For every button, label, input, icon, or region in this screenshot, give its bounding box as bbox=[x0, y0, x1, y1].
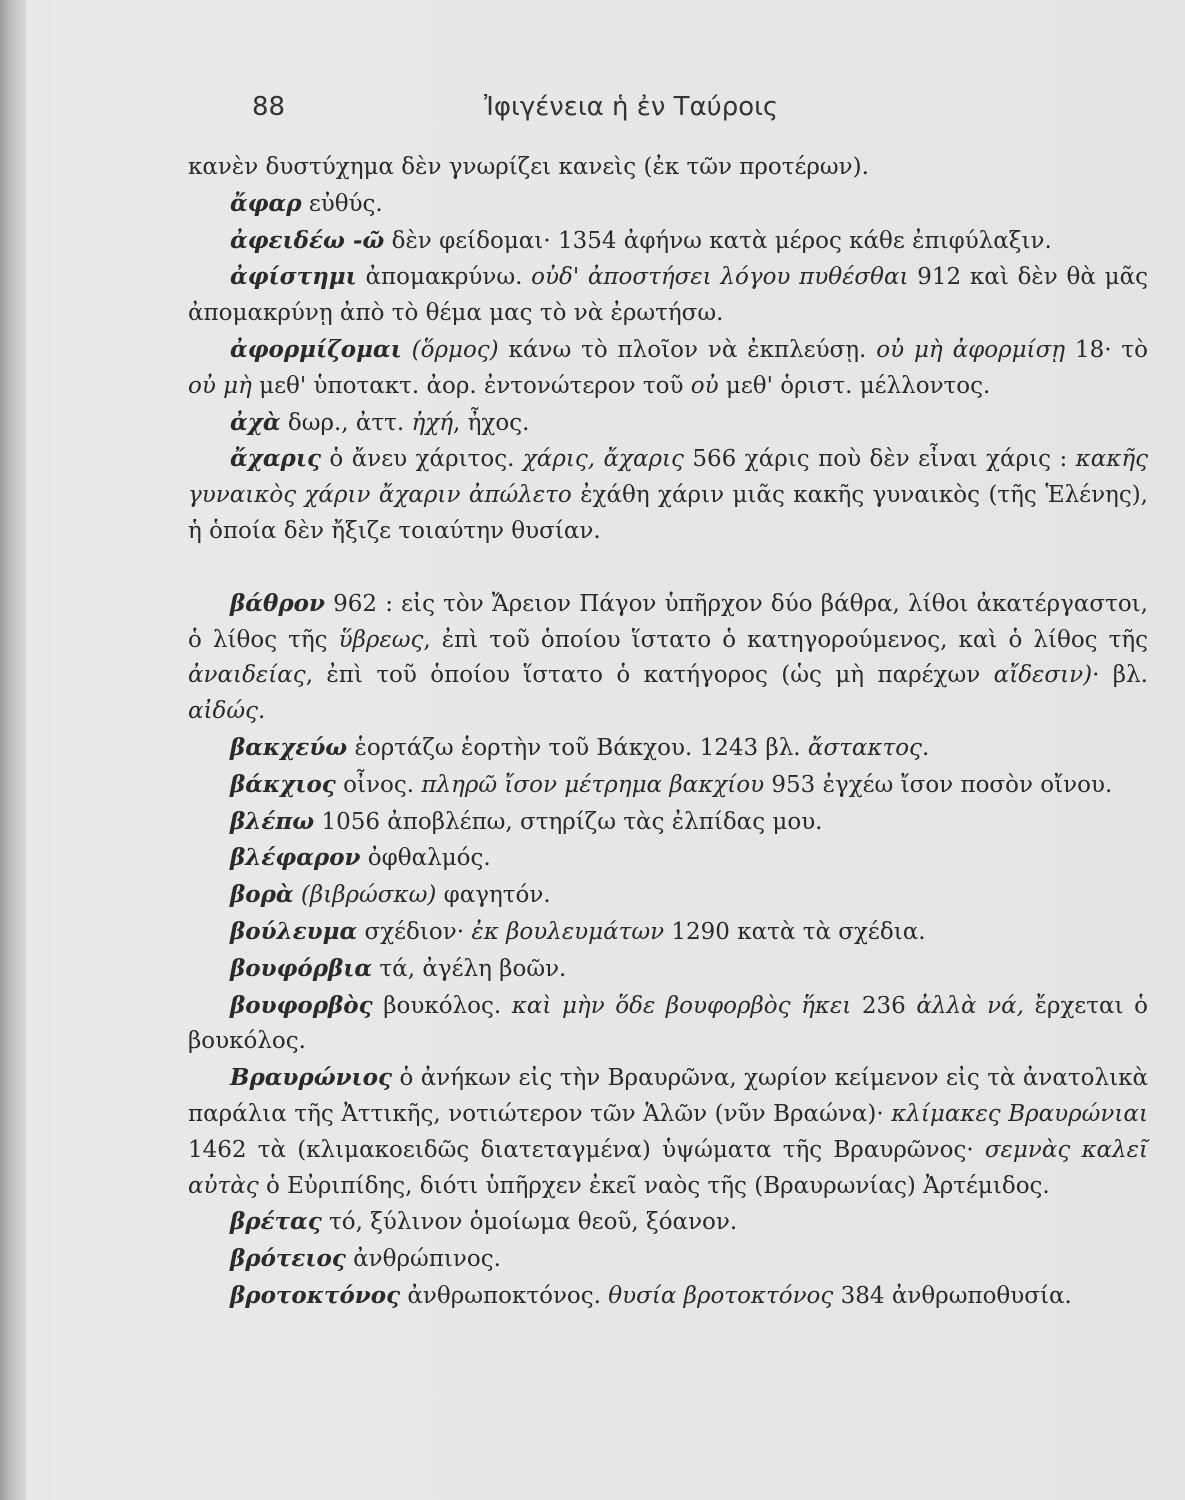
quotation-text: οὐ μὴ ἀφορμίσῃ bbox=[876, 336, 1066, 363]
quotation-text: οὐ bbox=[690, 372, 719, 399]
definition-text: ἀνθρώπινος. bbox=[345, 1246, 501, 1273]
definition-text: σχέδιον· bbox=[357, 918, 472, 945]
headword: βακχεύω bbox=[230, 733, 348, 761]
quotation-text: καὶ μὴν ὅδε βουφορβὸς ἥκει bbox=[511, 992, 852, 1019]
glossary-entry bbox=[188, 877, 1148, 914]
quotation-text: αἰδώς bbox=[188, 698, 259, 725]
definition-text: 1290 κατὰ τὰ σχέδια. bbox=[664, 918, 926, 945]
definition-text: ἀπομακρύνω. bbox=[356, 264, 532, 291]
definition-text: φαγητόν. bbox=[436, 882, 551, 909]
definition-text: ἀνθρωποκτόνος. bbox=[400, 1282, 609, 1309]
headword: ἄφαρ bbox=[230, 189, 302, 217]
glossary-entry bbox=[188, 223, 1148, 260]
definition-text: δωρ., ἀττ. bbox=[280, 409, 412, 436]
glossary-entry bbox=[188, 332, 1148, 405]
definition-text: κάνω τὸ πλοῖον νὰ ἐκπλεύσῃ. bbox=[498, 336, 877, 363]
quotation-text: ὕβρεως bbox=[338, 626, 424, 653]
definition-text: τό, ξύλινον ὁμοίωμα θεοῦ, ξόανον. bbox=[321, 1209, 738, 1236]
headword: βουφορβὸς bbox=[230, 991, 373, 1019]
headword: βάθρον bbox=[230, 589, 325, 617]
glossary-entry bbox=[188, 1204, 1148, 1241]
running-title: Ἰφιγένεια ἡ ἐν Ταύροις bbox=[484, 92, 779, 122]
definition-text: ἔρχεται ὁ βουκόλος. bbox=[188, 992, 1148, 1055]
headword: βλέπω bbox=[230, 807, 315, 835]
glossary-entry bbox=[188, 1060, 1148, 1204]
headword: βρέτας bbox=[230, 1208, 322, 1236]
section-gap bbox=[188, 550, 1148, 586]
headword: ἀφειδέω -ῶ bbox=[230, 226, 385, 254]
quotation-text: θυσία βροτοκτόνος bbox=[608, 1282, 834, 1309]
headword: βροτοκτόνος bbox=[230, 1281, 401, 1309]
definition-text: . bbox=[921, 734, 930, 761]
definition-text: ἐχάθη χάριν μιᾶς κακῆς γυναικὸς (τῆς Ἑλένης), ἡ ὁποία δὲν ἤξιζε τοιαύτην θυσίαν. bbox=[188, 482, 1148, 544]
definition-text: , ἐπὶ τοῦ ὁποίου ἵστατο ὁ κατηγορούμενος, καὶ ὁ λίθος τῆς bbox=[423, 626, 1148, 653]
quotation-text: αἴδεσιν) bbox=[993, 662, 1093, 689]
definition-text bbox=[402, 337, 412, 363]
definition-text: μεθ' ὁριστ. μέλλοντος. bbox=[718, 372, 991, 399]
definition-text: 18· τὸ bbox=[1065, 336, 1149, 363]
quotation-text: ἠχή bbox=[411, 409, 454, 436]
definition-text: 912 καὶ δὲν θὰ μᾶς ἀπομακρύνῃ ἀπὸ τὸ θέμα μας τὸ νὰ ἐρωτήσω. bbox=[188, 264, 1148, 327]
headword: ἀφορμίζομαι bbox=[230, 335, 402, 363]
definition-text: ὁ ἄνευ χάριτος. bbox=[320, 446, 523, 473]
quotation-text: χάρις, ἄχαρις bbox=[522, 446, 684, 473]
definition-text: οἶνος. bbox=[335, 771, 422, 798]
headword: Βραυρώνιος bbox=[230, 1064, 393, 1092]
quotation-text: κλίμακες Βραυρώνιαι bbox=[891, 1100, 1148, 1127]
headword: βλέφαρον bbox=[230, 844, 361, 872]
glossary-entry bbox=[188, 186, 1148, 223]
glossary-entry bbox=[188, 405, 1148, 442]
glossary-entry bbox=[188, 914, 1148, 951]
headword: βούλευμα bbox=[230, 917, 358, 945]
definition-text: 236 bbox=[851, 992, 917, 1019]
headword: ἄχαρις bbox=[230, 445, 321, 473]
running-header bbox=[252, 92, 852, 132]
quotation-text: σεμνὰς καλεῖ αὐτὰς bbox=[188, 1136, 1149, 1199]
definition-text: ὁ Εὐριπίδης, διότι ὑπῆρχεν ἐκεῖ ναὸς τῆς (Βραυρωνίας) Ἀρτέμιδος. bbox=[258, 1172, 1050, 1199]
definition-text bbox=[294, 882, 301, 908]
definition-text: 962 : εἰς τὸν Ἄρειον Πάγον ὑπῆρχον δύο βάθρα, λίθοι ἀκατέργαστοι, ὁ λίθος τῆς bbox=[188, 590, 1148, 653]
quotation-text: κακῆς γυναικὸς χάριν ἄχαριν ἀπώλετο bbox=[188, 446, 1149, 509]
quotation-text: (βιβρώσκω) bbox=[300, 882, 437, 909]
headword: βάκχιος bbox=[230, 770, 336, 798]
definition-text: , ἦχος. bbox=[453, 409, 530, 436]
definition-text: ὀφθαλμός. bbox=[360, 845, 491, 872]
quotation-text: ἀναιδείας bbox=[188, 662, 306, 689]
glossary-entry bbox=[188, 988, 1148, 1061]
quotation-text: πληρῶ ἴσον μέτρημα βακχίου bbox=[421, 771, 765, 798]
definition-text: κανὲν δυστύχημα δὲν γνωρίζει κανεὶς (ἐκ τῶν προτέρων). bbox=[188, 154, 869, 180]
definition-text: μεθ' ὑποτακτ. ἀορ. ἐντονώτερον τοῦ bbox=[251, 372, 691, 399]
headword: βρότειος bbox=[230, 1245, 346, 1273]
definition-text: ὁ ἀνήκων εἰς τὴν Βραυρῶνα, χωρίον κείμενον εἰς τὰ ἀνατολικὰ παράλια τῆς Ἀττικῆς, νοτιώτερον τῶν Ἁλῶν (νῦν Βραώνα)· bbox=[188, 1065, 1148, 1127]
quotation-text: ἄστακτος bbox=[807, 734, 922, 761]
glossary-entry bbox=[188, 441, 1148, 549]
glossary-entry bbox=[188, 1278, 1148, 1315]
quotation-text: οὐδ' ἀποστήσει λόγου πυθέσθαι bbox=[531, 264, 909, 291]
headword: ἀχὰ bbox=[230, 408, 281, 436]
headword: βορὰ bbox=[230, 881, 294, 909]
page-spine-shadow bbox=[0, 0, 26, 1500]
definition-text: 1462 τὰ (κλιμακοειδῶς διατεταγμένα) ὑψώματα τῆς Βραυρῶνος· bbox=[188, 1136, 985, 1163]
quotation-text: οὐ μὴ bbox=[188, 372, 252, 399]
definition-text: ἑορτάζω ἑορτὴν τοῦ Βάκχου. 1243 βλ. bbox=[347, 734, 808, 761]
headword: ἀφίστημι bbox=[230, 263, 357, 291]
glossary-entry bbox=[188, 767, 1148, 804]
glossary-entry bbox=[188, 730, 1148, 767]
glossary-entry bbox=[188, 1241, 1148, 1278]
definition-text: 953 ἐγχέω ἴσον ποσὸν οἴνου. bbox=[764, 771, 1113, 798]
glossary-text bbox=[188, 150, 1148, 1315]
glossary-entry bbox=[188, 586, 1148, 730]
page-number: 88 bbox=[252, 92, 286, 122]
glossary-entry bbox=[188, 259, 1148, 332]
definition-text: εὐθύς. bbox=[301, 190, 383, 217]
glossary-entry bbox=[188, 804, 1148, 841]
quotation-text: (ὅρμος) bbox=[411, 336, 499, 363]
glossary-entry bbox=[188, 150, 1148, 186]
definition-text: 384 ἀνθρωποθυσία. bbox=[833, 1282, 1072, 1309]
definition-text: τά, ἀγέλη βοῶν. bbox=[372, 955, 567, 982]
definition-text: δὲν φείδομαι· 1354 ἀφήνω κατὰ μέρος κάθε ἐπιφύλαξιν. bbox=[384, 227, 1052, 254]
definition-text: 566 χάρις ποὺ δὲν εἶναι χάρις : bbox=[683, 446, 1076, 473]
definition-text: 1056 ἀποβλέπω, στηρίζω τὰς ἐλπίδας μου. bbox=[314, 808, 823, 835]
quotation-text: ἀλλὰ νά, bbox=[916, 992, 1024, 1019]
quotation-text: ἐκ βουλευμάτων bbox=[471, 918, 665, 945]
glossary-entry bbox=[188, 840, 1148, 877]
definition-text: . bbox=[258, 698, 266, 725]
headword: βουφόρβια bbox=[230, 954, 373, 982]
definition-text: · βλ. bbox=[1092, 662, 1148, 689]
glossary-entry bbox=[188, 951, 1148, 988]
definition-text: βουκόλος. bbox=[372, 992, 512, 1019]
definition-text: , ἐπὶ τοῦ ὁποίου ἵστατο ὁ κατήγορος (ὡς μὴ παρέχων bbox=[305, 662, 994, 689]
